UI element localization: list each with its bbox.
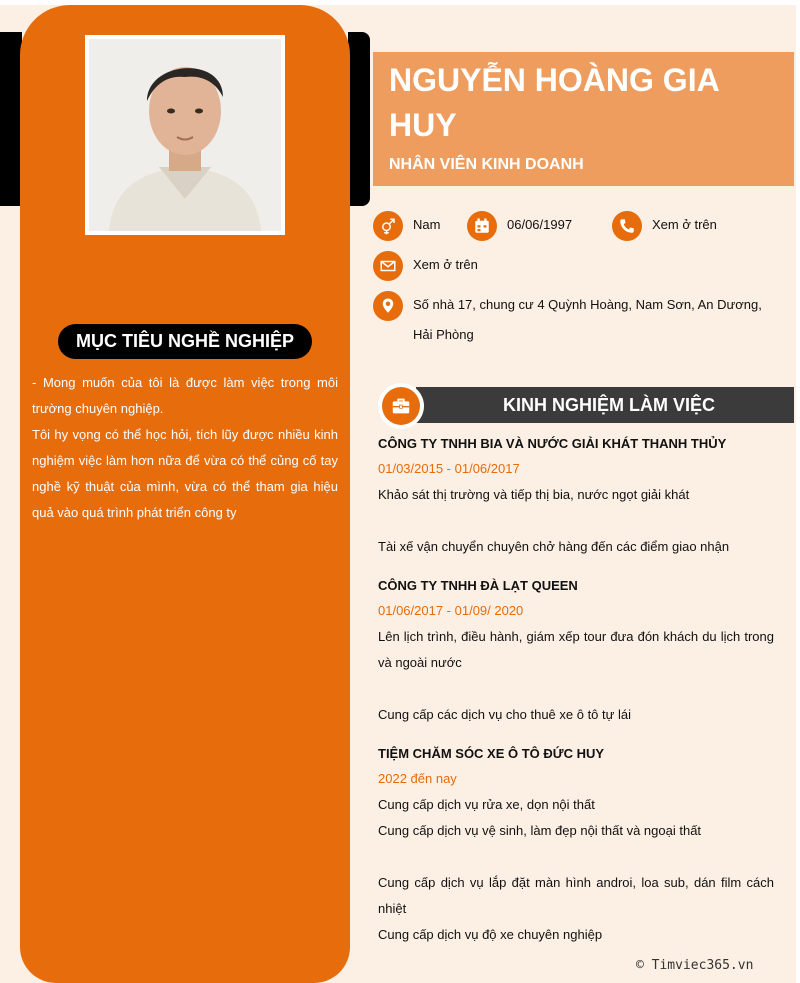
work-description: Cung cấp các dịch vụ cho thuê xe ô tô tự lái xyxy=(378,707,631,722)
name-header xyxy=(373,52,794,186)
gender-value: Nam xyxy=(413,217,441,232)
decor-bar-right xyxy=(348,32,370,206)
work-description: Tài xế vận chuyển chuyên chở hàng đến các điểm giao nhận xyxy=(378,539,730,554)
objective-heading: MỤC TIÊU NGHỀ NGHIỆP xyxy=(58,324,312,359)
birthday-value: 06/06/1997 xyxy=(507,217,573,232)
objective-line-2: Tôi hy vọng có thể học hỏi, tích lũy được nhiều kinh nghiệm việc làm hơn nữa để vừa có thể củng cố tay nghề kỹ thuật của mình, vừa có thể tham gia hiệu quả vào quá trình phát triển công ty xyxy=(32,427,338,520)
portrait-image xyxy=(89,39,281,231)
job-title: NHÂN VIÊN KINH DOANH xyxy=(389,156,584,173)
experience-item xyxy=(378,434,774,560)
experience-item xyxy=(378,744,774,948)
briefcase-icon xyxy=(378,383,424,429)
work-description: Cung cấp dịch vụ lắp đặt màn hình androi, loa sub, dán film cách nhiệt xyxy=(378,875,774,916)
experience-heading: KINH NGHIỆM LÀM VIỆC xyxy=(416,387,794,423)
email-value: Xem ở trên xyxy=(413,257,478,272)
calendar-icon xyxy=(467,211,497,241)
company-name: CÔNG TY TNHH BIA VÀ NƯỚC GIẢI KHÁT THANH THỦY xyxy=(378,436,727,451)
work-period: 01/03/2015 - 01/06/2017 xyxy=(378,461,520,476)
work-description: Cung cấp dịch vụ vệ sinh, làm đẹp nội thất và ngoại thất xyxy=(378,823,702,838)
company-name: TIỆM CHĂM SÓC XE Ô TÔ ĐỨC HUY xyxy=(378,746,605,761)
objective-text xyxy=(32,370,338,526)
decor-bar-left xyxy=(0,32,22,206)
experience-item xyxy=(378,576,774,728)
phone-icon xyxy=(612,211,642,241)
location-icon xyxy=(373,291,403,321)
gender-icon xyxy=(373,211,403,241)
work-description: Cung cấp dịch vụ rửa xe, dọn nội thất xyxy=(378,797,595,812)
work-period: 2022 đến nay xyxy=(378,771,457,786)
copyright-footer: © Timviec365.vn xyxy=(636,958,754,973)
phone-value: Xem ở trên xyxy=(652,217,717,232)
work-description: Lên lịch trình, điều hành, giám xếp tour đưa đón khách du lịch trong và ngoài nước xyxy=(378,629,774,670)
objective-line-1: - Mong muốn của tôi là được làm việc trong môi trường chuyên nghiệp. xyxy=(32,375,338,416)
email-icon xyxy=(373,251,403,281)
work-description: Khảo sát thị trường và tiếp thị bia, nước ngọt giải khát xyxy=(378,487,690,502)
work-description: Cung cấp dịch vụ độ xe chuyên nghiệp xyxy=(378,927,603,942)
work-period: 01/06/2017 - 01/09/ 2020 xyxy=(378,603,524,618)
avatar xyxy=(85,35,285,235)
address-value: Số nhà 17, chung cư 4 Quỳnh Hoàng, Nam Sơn, An Dương, Hải Phòng xyxy=(413,297,762,342)
company-name: CÔNG TY TNHH ĐÀ LẠT QUEEN xyxy=(378,578,578,593)
candidate-name: NGUYỄN HOÀNG GIA HUY xyxy=(389,62,719,143)
